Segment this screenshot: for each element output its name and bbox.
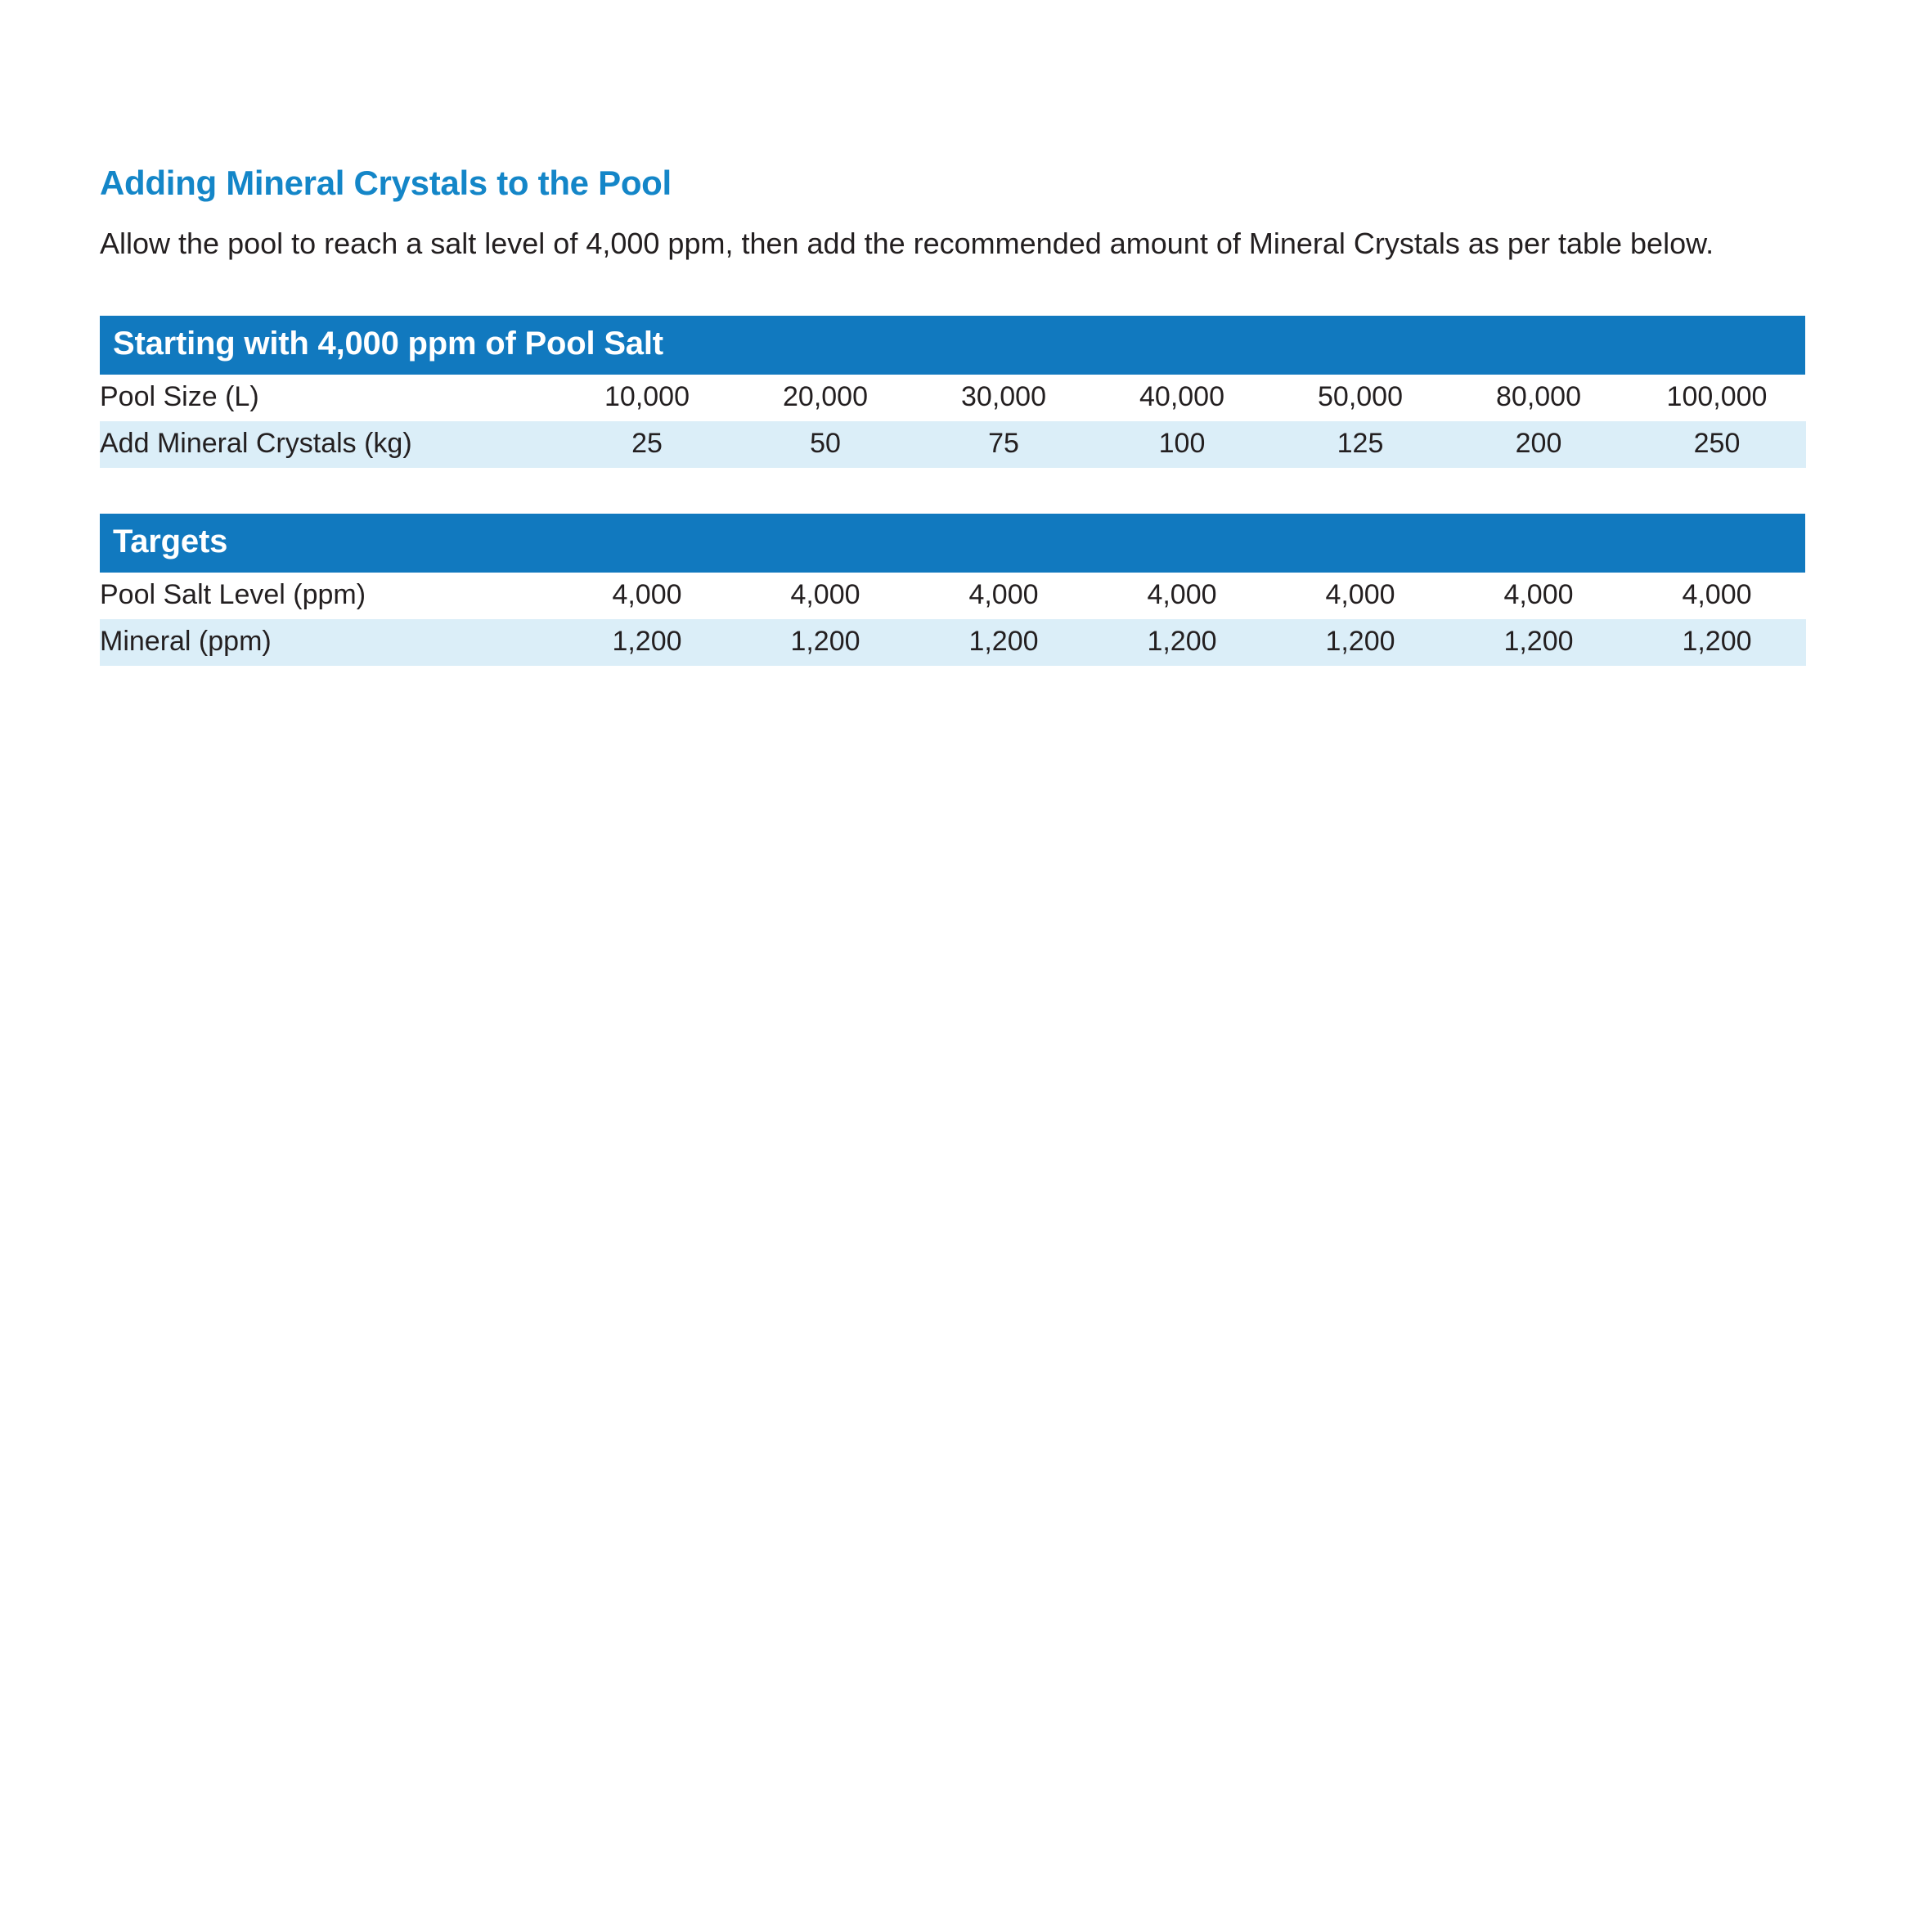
row-label: Add Mineral Crystals (kg): [100, 421, 558, 468]
pool-salt-table-grid: [100, 375, 1806, 468]
cell-value: 1,200: [1628, 619, 1806, 666]
cell-value: 1,200: [558, 619, 736, 666]
table-row: [100, 421, 1806, 468]
cell-value: 1,200: [1271, 619, 1449, 666]
cell-value: 75: [914, 421, 1093, 468]
cell-value: 50: [736, 421, 914, 468]
cell-value: 25: [558, 421, 736, 468]
cell-value: 20,000: [736, 375, 914, 421]
page-title: Adding Mineral Crystals to the Pool: [100, 164, 672, 202]
cell-value: 250: [1628, 421, 1806, 468]
pool-salt-table: [100, 316, 1805, 468]
intro-paragraph: Allow the pool to reach a salt level of 4,000 ppm, then add the recommended amount of Mineral Crystals as per table below.: [100, 227, 1714, 260]
cell-value: 100: [1093, 421, 1271, 468]
cell-value: 10,000: [558, 375, 736, 421]
cell-value: 1,200: [736, 619, 914, 666]
cell-value: 4,000: [1628, 573, 1806, 619]
cell-value: 125: [1271, 421, 1449, 468]
cell-value: 40,000: [1093, 375, 1271, 421]
row-label: Pool Salt Level (ppm): [100, 573, 558, 619]
targets-table: [100, 514, 1805, 666]
cell-value: 200: [1449, 421, 1628, 468]
cell-value: 4,000: [736, 573, 914, 619]
cell-value: 4,000: [914, 573, 1093, 619]
targets-table-header: Targets: [100, 514, 1805, 573]
targets-table-grid: [100, 573, 1806, 666]
cell-value: 1,200: [1093, 619, 1271, 666]
cell-value: 50,000: [1271, 375, 1449, 421]
cell-value: 1,200: [1449, 619, 1628, 666]
cell-value: 100,000: [1628, 375, 1806, 421]
row-label: Pool Size (L): [100, 375, 558, 421]
table-row: [100, 619, 1806, 666]
cell-value: 80,000: [1449, 375, 1628, 421]
table-row: [100, 573, 1806, 619]
document-page: [100, 164, 1805, 712]
row-label: Mineral (ppm): [100, 619, 558, 666]
cell-value: 4,000: [558, 573, 736, 619]
cell-value: 1,200: [914, 619, 1093, 666]
table-row: [100, 375, 1806, 421]
cell-value: 4,000: [1271, 573, 1449, 619]
cell-value: 4,000: [1449, 573, 1628, 619]
cell-value: 4,000: [1093, 573, 1271, 619]
pool-salt-table-header: Starting with 4,000 ppm of Pool Salt: [100, 316, 1805, 375]
cell-value: 30,000: [914, 375, 1093, 421]
